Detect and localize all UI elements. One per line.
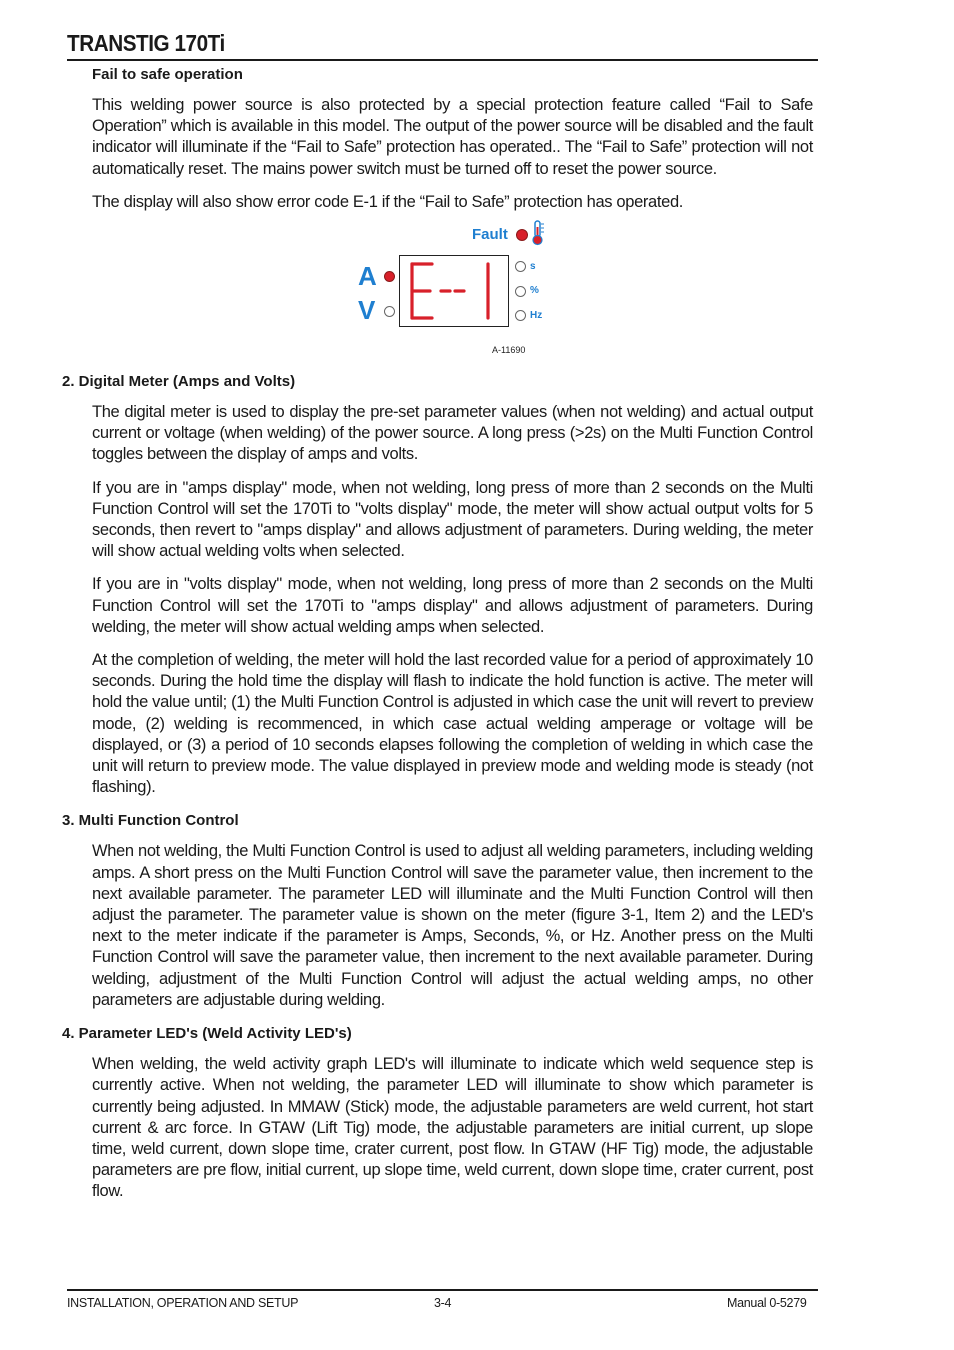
digital-meter-paragraph-2: If you are in "amps display" mode, when not welding, long press of more than 2 seconds on the Multi Function Control will set the 170Ti to "volts display" mode, the meter will show actual output volts for 5 seconds, then revert to "amps display" and allows adjustment of parameters. During welding, the meter will show actual welding volts when selected. — [92, 478, 813, 561]
volts-unit-label: V — [358, 295, 376, 326]
footer-page-number: 3-4 — [434, 1296, 452, 1310]
seconds-unit-label: s — [530, 261, 536, 273]
figure-caption: A-11690 — [492, 345, 526, 356]
multi-function-paragraph-1: When not welding, the Multi Function Control is used to adjust all welding parameters, including welding amps. A short press on the Multi Function Control will save the parameter value, then increment to the next available parameter. The parameter LED will illuminate and the Multi Function Control will then adjust the parameter. The parameter value is shown on the meter (figure 3-1, Item 2) and the LED's next to the meter indicate if the parameter is Amps, Seconds, %, or Hz. Another press on the Multi Function Control will save the parameter value, then increment to the next available parameter. During welding, adjustment of the Multi Function Control will adjust the actual welding amps, no other parameters are adjustable during welding. — [92, 842, 813, 1009]
seven-segment-display — [399, 255, 509, 327]
amps-unit-label: A — [358, 261, 377, 292]
parameter-leds-heading: 4. Parameter LED's (Weld Activity LED's) — [62, 1025, 352, 1043]
fail-safe-paragraph-1: This welding power source is also protected by a special protection feature called “Fail to Safe Operation” which is available in this model. The output of the power source will be disabled and the fault indicator will illuminate if the “Fail to Safe” protection has operated.. The “Fail to Safe” protection will not automatically reset. The mains power switch must be turned off to reset the power source. — [92, 96, 813, 178]
footer-divider — [67, 1289, 818, 1291]
digital-meter-paragraph-4: At the completion of welding, the meter will hold the last recorded value for a period of approximately 10 seconds. During the hold time the display will flash to indicate the hold function is active. The meter will hold the value until; (1) the Multi Function Control is adjusted in which case the unit will revert to preview mode, (2) welding is recommenced, in which case actual welding amperage or voltage will be displayed, or (3) a period of 10 seconds elapses following the completion of welding in which case the unit will return to preview mode. The value displayed in preview mode and welding mode is steady (not flashing). — [92, 651, 813, 797]
volts-led — [384, 306, 395, 317]
amps-led — [384, 271, 395, 282]
document-title: TRANSTIG 170Ti — [67, 30, 225, 56]
digital-meter-heading: 2. Digital Meter (Amps and Volts) — [62, 373, 296, 391]
multi-function-heading: 3. Multi Function Control — [62, 812, 239, 830]
error-display-figure — [92, 221, 813, 371]
fault-led — [516, 229, 528, 241]
digital-meter-paragraph-3: If you are in "volts display" mode, when not welding, long press of more than 2 seconds on the Multi Function Control will set the 170Ti to "amps display" and allows adjustment of parameters. During welding, the meter will show actual welding amps when selected. — [92, 575, 813, 636]
fail-safe-paragraph-2: The display will also show error code E-1 if the “Fail to Safe” protection has operated. — [92, 192, 684, 211]
header-divider — [67, 59, 818, 61]
fault-label: Fault — [472, 226, 508, 244]
footer-manual-number: Manual 0-5279 — [727, 1296, 807, 1310]
hertz-unit-label: Hz — [530, 310, 543, 322]
page-content — [62, 64, 813, 1203]
fail-safe-heading: Fail to safe operation — [92, 66, 243, 83]
error-code-readout — [400, 256, 508, 326]
percent-led — [515, 286, 526, 297]
percent-unit-label: % — [530, 285, 539, 297]
thermometer-icon — [531, 220, 545, 246]
digital-meter-paragraph-1: The digital meter is used to display the pre-set parameter values (when not welding) and actual output current or voltage (when welding) of the power source. A long press (>2s) on the Multi Function Control toggles between the display of amps and volts. — [92, 403, 813, 464]
seconds-led — [515, 261, 526, 272]
hertz-led — [515, 310, 526, 321]
footer-section-name: INSTALLATION, OPERATION AND SETUP — [67, 1296, 299, 1310]
parameter-leds-paragraph-1: When welding, the weld activity graph LED's will illuminate to indicate which weld sequence step is currently active. When not welding, the parameter LED will illuminate to show which parameter is currently being adjusted. In MMAW (Stick) mode, the adjustable parameters are weld current, hot start current & arc force. In GTAW (Lift Tig) mode, the adjustable parameters are initial current, up slope time, weld current, down slope time, crater current, post flow. In GTAW (HF Tig) mode, the adjustable parameters are pre flow, initial current, up slope time, weld current, down slope time, crater current, post flow. — [92, 1055, 813, 1201]
